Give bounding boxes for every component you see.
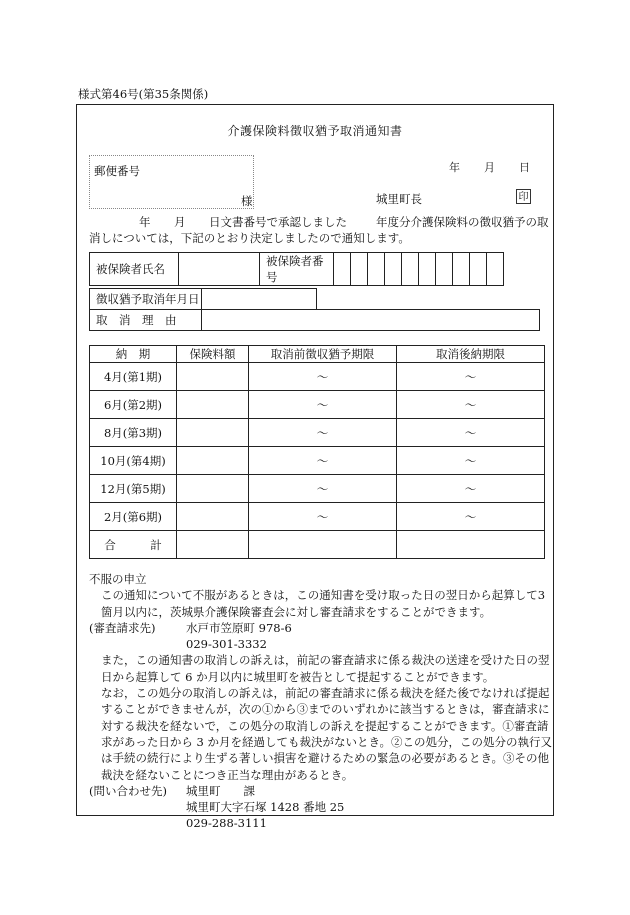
appeal-notice	[89, 571, 555, 832]
payment-schedule-table	[89, 345, 545, 559]
official-seal-box: 印	[516, 189, 531, 204]
review-address: 水戸市笠原町 978-6	[186, 620, 292, 635]
intro-line2: 消しについては，下記のとおり決定しましたので通知します。	[89, 231, 410, 245]
honorific-sama: 様	[241, 194, 253, 208]
insured-table	[89, 252, 504, 286]
before-deadline-cell[interactable]: ～	[249, 503, 397, 531]
insured-number-digit[interactable]	[436, 253, 453, 286]
date-day-label: 日	[519, 161, 530, 174]
period-cell: 12月(第5期)	[90, 475, 177, 503]
after-deadline-cell[interactable]: ～	[397, 503, 545, 531]
cancellation-reason-table	[89, 309, 540, 331]
period-cell: 8月(第3期)	[90, 419, 177, 447]
header-period: 納 期	[90, 346, 177, 363]
insured-number-digit[interactable]	[351, 253, 368, 286]
notice-heading: 不服の申立	[89, 572, 147, 586]
issuer-mayor: 城里町長	[376, 192, 422, 206]
before-deadline-cell[interactable]: ～	[249, 419, 397, 447]
document-title: 介護保険料徴収猶予取消通知書	[227, 124, 403, 138]
contact-office: 城里町 課	[186, 783, 255, 798]
contact-address: 城里町大字石塚 1428 番地 25	[186, 800, 345, 815]
intro-fiscal-year: 年度分介護保険料の徴収猶予の取	[376, 215, 549, 229]
contact-tel: 029-288-3111	[186, 816, 267, 831]
after-deadline-cell[interactable]: ～	[397, 419, 545, 447]
before-deadline-cell[interactable]: ～	[249, 363, 397, 391]
form-number-label: 様式第46号(第35条関係)	[78, 87, 209, 101]
insured-number-digit[interactable]	[470, 253, 487, 286]
total-empty-cell	[249, 531, 397, 559]
premium-cell[interactable]	[177, 503, 249, 531]
notice-paragraph-2: また，この通知書の取消しの訴えは，前記の審査請求に係る裁決の送達を受けた日の翌日から起算して 6 か月以内に城里町を被告として提起することができます。	[101, 653, 550, 684]
premium-cell[interactable]	[177, 419, 249, 447]
intro-doc-number: 日文書番号で承認しました	[209, 215, 347, 229]
premium-cell[interactable]	[177, 475, 249, 503]
cancel-reason-label: 取 消 理 由	[90, 310, 202, 331]
after-deadline-cell[interactable]: ～	[397, 391, 545, 419]
intro-year: 年	[139, 215, 151, 229]
review-tel: 029-301-3332	[186, 637, 267, 652]
insured-name-label: 被保険者氏名	[90, 253, 179, 286]
after-deadline-cell[interactable]: ～	[397, 475, 545, 503]
before-deadline-cell[interactable]: ～	[249, 391, 397, 419]
period-cell: 2月(第6期)	[90, 503, 177, 531]
after-deadline-cell[interactable]: ～	[397, 447, 545, 475]
notice-paragraph-1: この通知について不服があるときは，この通知書を受け取った日の翌日から起算して3箇月以内に，茨城県介護保険審査会に対し審査請求をすることができます。	[101, 588, 546, 619]
contact-label: (問い合わせ先)	[89, 783, 167, 798]
table-row	[90, 419, 545, 447]
table-row	[90, 363, 545, 391]
after-deadline-cell[interactable]: ～	[397, 363, 545, 391]
date-month-label: 月	[484, 161, 495, 174]
premium-cell[interactable]	[177, 391, 249, 419]
cancel-date-label: 徴収猶予取消年月日	[90, 289, 202, 310]
insured-number-digit[interactable]	[453, 253, 470, 286]
date-year-label: 年	[449, 161, 460, 174]
header-after-deadline: 取消後納期限	[397, 346, 545, 363]
header-premium: 保険料額	[177, 346, 249, 363]
table-row	[90, 475, 545, 503]
insured-name-field[interactable]	[179, 253, 260, 286]
cancel-reason-field[interactable]	[202, 310, 540, 331]
notice-paragraph-3: なお，この処分の取消しの訴えは，前記の審査請求に係る裁決を経た後でなければ提起することができませんが，次の①から③までのいずれかに該当するときは，審査請求に対する裁決を経ないで，この処分の取消しの訴えを提起することができます。①審査請求があった日から 3 か月を経過しても裁決がないとき。②この処分，この処分の執行又は手続の続行により生ずる著しい損害を避けるための緊急の必要があるとき。③その他裁決を経ないことにつき正当な理由があるとき。	[101, 686, 553, 782]
insured-number-digit[interactable]	[402, 253, 419, 286]
total-empty-cell	[397, 531, 545, 559]
insured-number-label: 被保険者番号	[260, 253, 334, 286]
insured-number-digit[interactable]	[368, 253, 385, 286]
cancel-date-field[interactable]	[202, 289, 317, 310]
table-row	[90, 391, 545, 419]
review-label: (審査請求先)	[89, 620, 156, 635]
table-row	[90, 447, 545, 475]
insured-number-digit[interactable]	[334, 253, 351, 286]
premium-cell[interactable]	[177, 447, 249, 475]
before-deadline-cell[interactable]: ～	[249, 475, 397, 503]
intro-month: 月	[174, 215, 186, 229]
insured-number-digit[interactable]	[419, 253, 436, 286]
before-deadline-cell[interactable]: ～	[249, 447, 397, 475]
insured-number-digit[interactable]	[487, 253, 504, 286]
header-before-deadline: 取消前徴収猶予期限	[249, 346, 397, 363]
table-row	[90, 503, 545, 531]
premium-cell[interactable]	[177, 363, 249, 391]
total-premium-cell[interactable]	[177, 531, 249, 559]
total-row	[90, 531, 545, 559]
period-cell: 4月(第1期)	[90, 363, 177, 391]
insured-number-digit[interactable]	[385, 253, 402, 286]
total-label: 合 計	[90, 531, 177, 559]
intro-text	[89, 214, 554, 246]
period-cell: 10月(第4期)	[90, 447, 177, 475]
postal-code-label: 郵便番号	[94, 164, 140, 178]
period-cell: 6月(第2期)	[90, 391, 177, 419]
cancellation-table	[89, 288, 317, 310]
